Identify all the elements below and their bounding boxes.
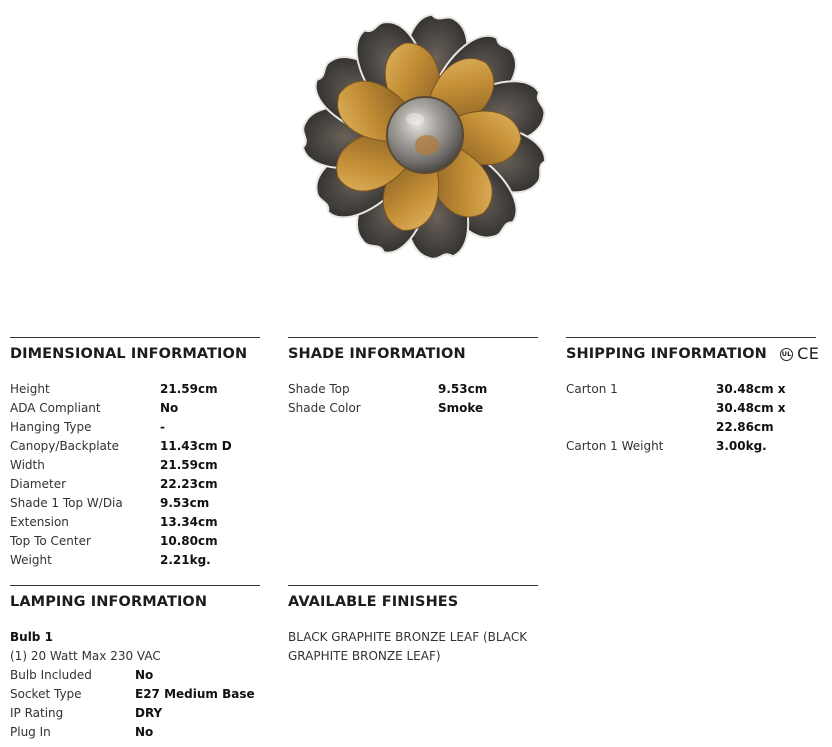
- certifications: [780, 345, 819, 363]
- section-divider: [10, 585, 260, 586]
- spec-value: 2.21kg.: [160, 553, 211, 567]
- spec-label: IP Rating: [10, 706, 64, 720]
- spec-row: [10, 399, 260, 418]
- shade-section: [288, 337, 538, 418]
- spec-row: [10, 456, 260, 475]
- spec-value: Smoke: [438, 401, 484, 415]
- lamping-list: [10, 628, 260, 742]
- spec-row: [10, 704, 260, 723]
- section-divider: [288, 585, 538, 586]
- bulb: [387, 97, 463, 173]
- spec-row: [10, 723, 260, 742]
- spec-value: 13.34cm: [160, 515, 218, 529]
- spec-value: No: [160, 401, 179, 415]
- spec-value: 10.80cm: [160, 534, 218, 548]
- spec-label: Bulb Included: [10, 668, 92, 682]
- spec-label: Height: [10, 382, 50, 396]
- spec-row: [288, 380, 538, 399]
- spec-value: 9.53cm: [438, 382, 488, 396]
- spec-row: [10, 380, 260, 399]
- spec-value: -: [160, 420, 165, 434]
- shade-title: SHADE INFORMATION: [288, 346, 466, 362]
- spec-value: No: [135, 668, 154, 682]
- bulb-heading: Bulb 1: [10, 630, 53, 644]
- spec-row: [10, 666, 260, 685]
- spec-value: No: [135, 725, 154, 739]
- section-divider: [288, 337, 538, 338]
- spec-label: Carton 1 Weight: [566, 439, 664, 453]
- spec-label: Width: [10, 458, 45, 472]
- spec-row: [10, 532, 260, 551]
- spec-label: Extension: [10, 515, 69, 529]
- spec-row: [10, 494, 260, 513]
- spec-label: Carton 1: [566, 382, 618, 396]
- lamping-section: [10, 585, 260, 742]
- spec-label: Hanging Type: [10, 420, 92, 434]
- lamping-title: LAMPING INFORMATION: [10, 594, 208, 610]
- spec-value: 21.59cm: [160, 458, 218, 472]
- spec-row: [288, 399, 538, 418]
- bulb-reflection: [415, 135, 439, 155]
- spec-label: Diameter: [10, 477, 67, 491]
- shipping-section: [566, 337, 832, 456]
- spec-value: 30.48cm x 30.48cm x 22.86cm: [716, 382, 786, 434]
- spec-row: [10, 513, 260, 532]
- finishes-text: BLACK GRAPHITE BRONZE LEAF (BLACK GRAPHITE BRONZE LEAF): [288, 630, 528, 663]
- spec-label: Plug In: [10, 725, 51, 739]
- spec-label: Shade Color: [288, 401, 361, 415]
- shipping-title: SHIPPING INFORMATION: [566, 346, 767, 362]
- dimensional-title: DIMENSIONAL INFORMATION: [10, 346, 248, 362]
- spec-row: [10, 418, 260, 437]
- spec-value: DRY: [135, 706, 163, 720]
- spec-row: [566, 437, 832, 456]
- spec-value: E27 Medium Base: [135, 687, 255, 701]
- spec-label: Shade 1 Top W/Dia: [10, 496, 123, 510]
- shade-list: [288, 380, 538, 418]
- section-divider: [10, 337, 260, 338]
- spec-label: Canopy/Backplate: [10, 439, 119, 453]
- spec-row: [10, 437, 260, 456]
- spec-value: 11.43cm D: [160, 439, 232, 453]
- spec-value: 22.23cm: [160, 477, 218, 491]
- shipping-list: [566, 380, 832, 456]
- spec-value: 3.00kg.: [716, 439, 767, 453]
- dimensional-list: [10, 380, 260, 570]
- ul-listed-icon: UL: [780, 348, 793, 361]
- spec-row: [10, 685, 260, 704]
- lamping-rows: [10, 666, 260, 742]
- section-divider: [566, 337, 816, 338]
- spec-value: 9.53cm: [160, 496, 210, 510]
- spec-row: [10, 475, 260, 494]
- bulb-highlight: [406, 113, 424, 125]
- bulb-description: (1) 20 Watt Max 230 VAC: [10, 649, 161, 663]
- product-image: [300, 6, 550, 268]
- spec-label: ADA Compliant: [10, 401, 101, 415]
- spec-value: 21.59cm: [160, 382, 218, 396]
- spec-row: [10, 551, 260, 570]
- spec-label: Shade Top: [288, 382, 350, 396]
- spec-label: Socket Type: [10, 687, 82, 701]
- spec-label: Weight: [10, 553, 52, 567]
- finishes-section: [288, 585, 538, 666]
- shipping-title-row: [566, 345, 832, 363]
- finishes-title: AVAILABLE FINISHES: [288, 594, 459, 610]
- ce-mark-icon: CE: [797, 344, 820, 363]
- dimensional-section: [10, 337, 260, 570]
- spec-label: Top To Center: [10, 534, 91, 548]
- spec-row: [566, 380, 832, 437]
